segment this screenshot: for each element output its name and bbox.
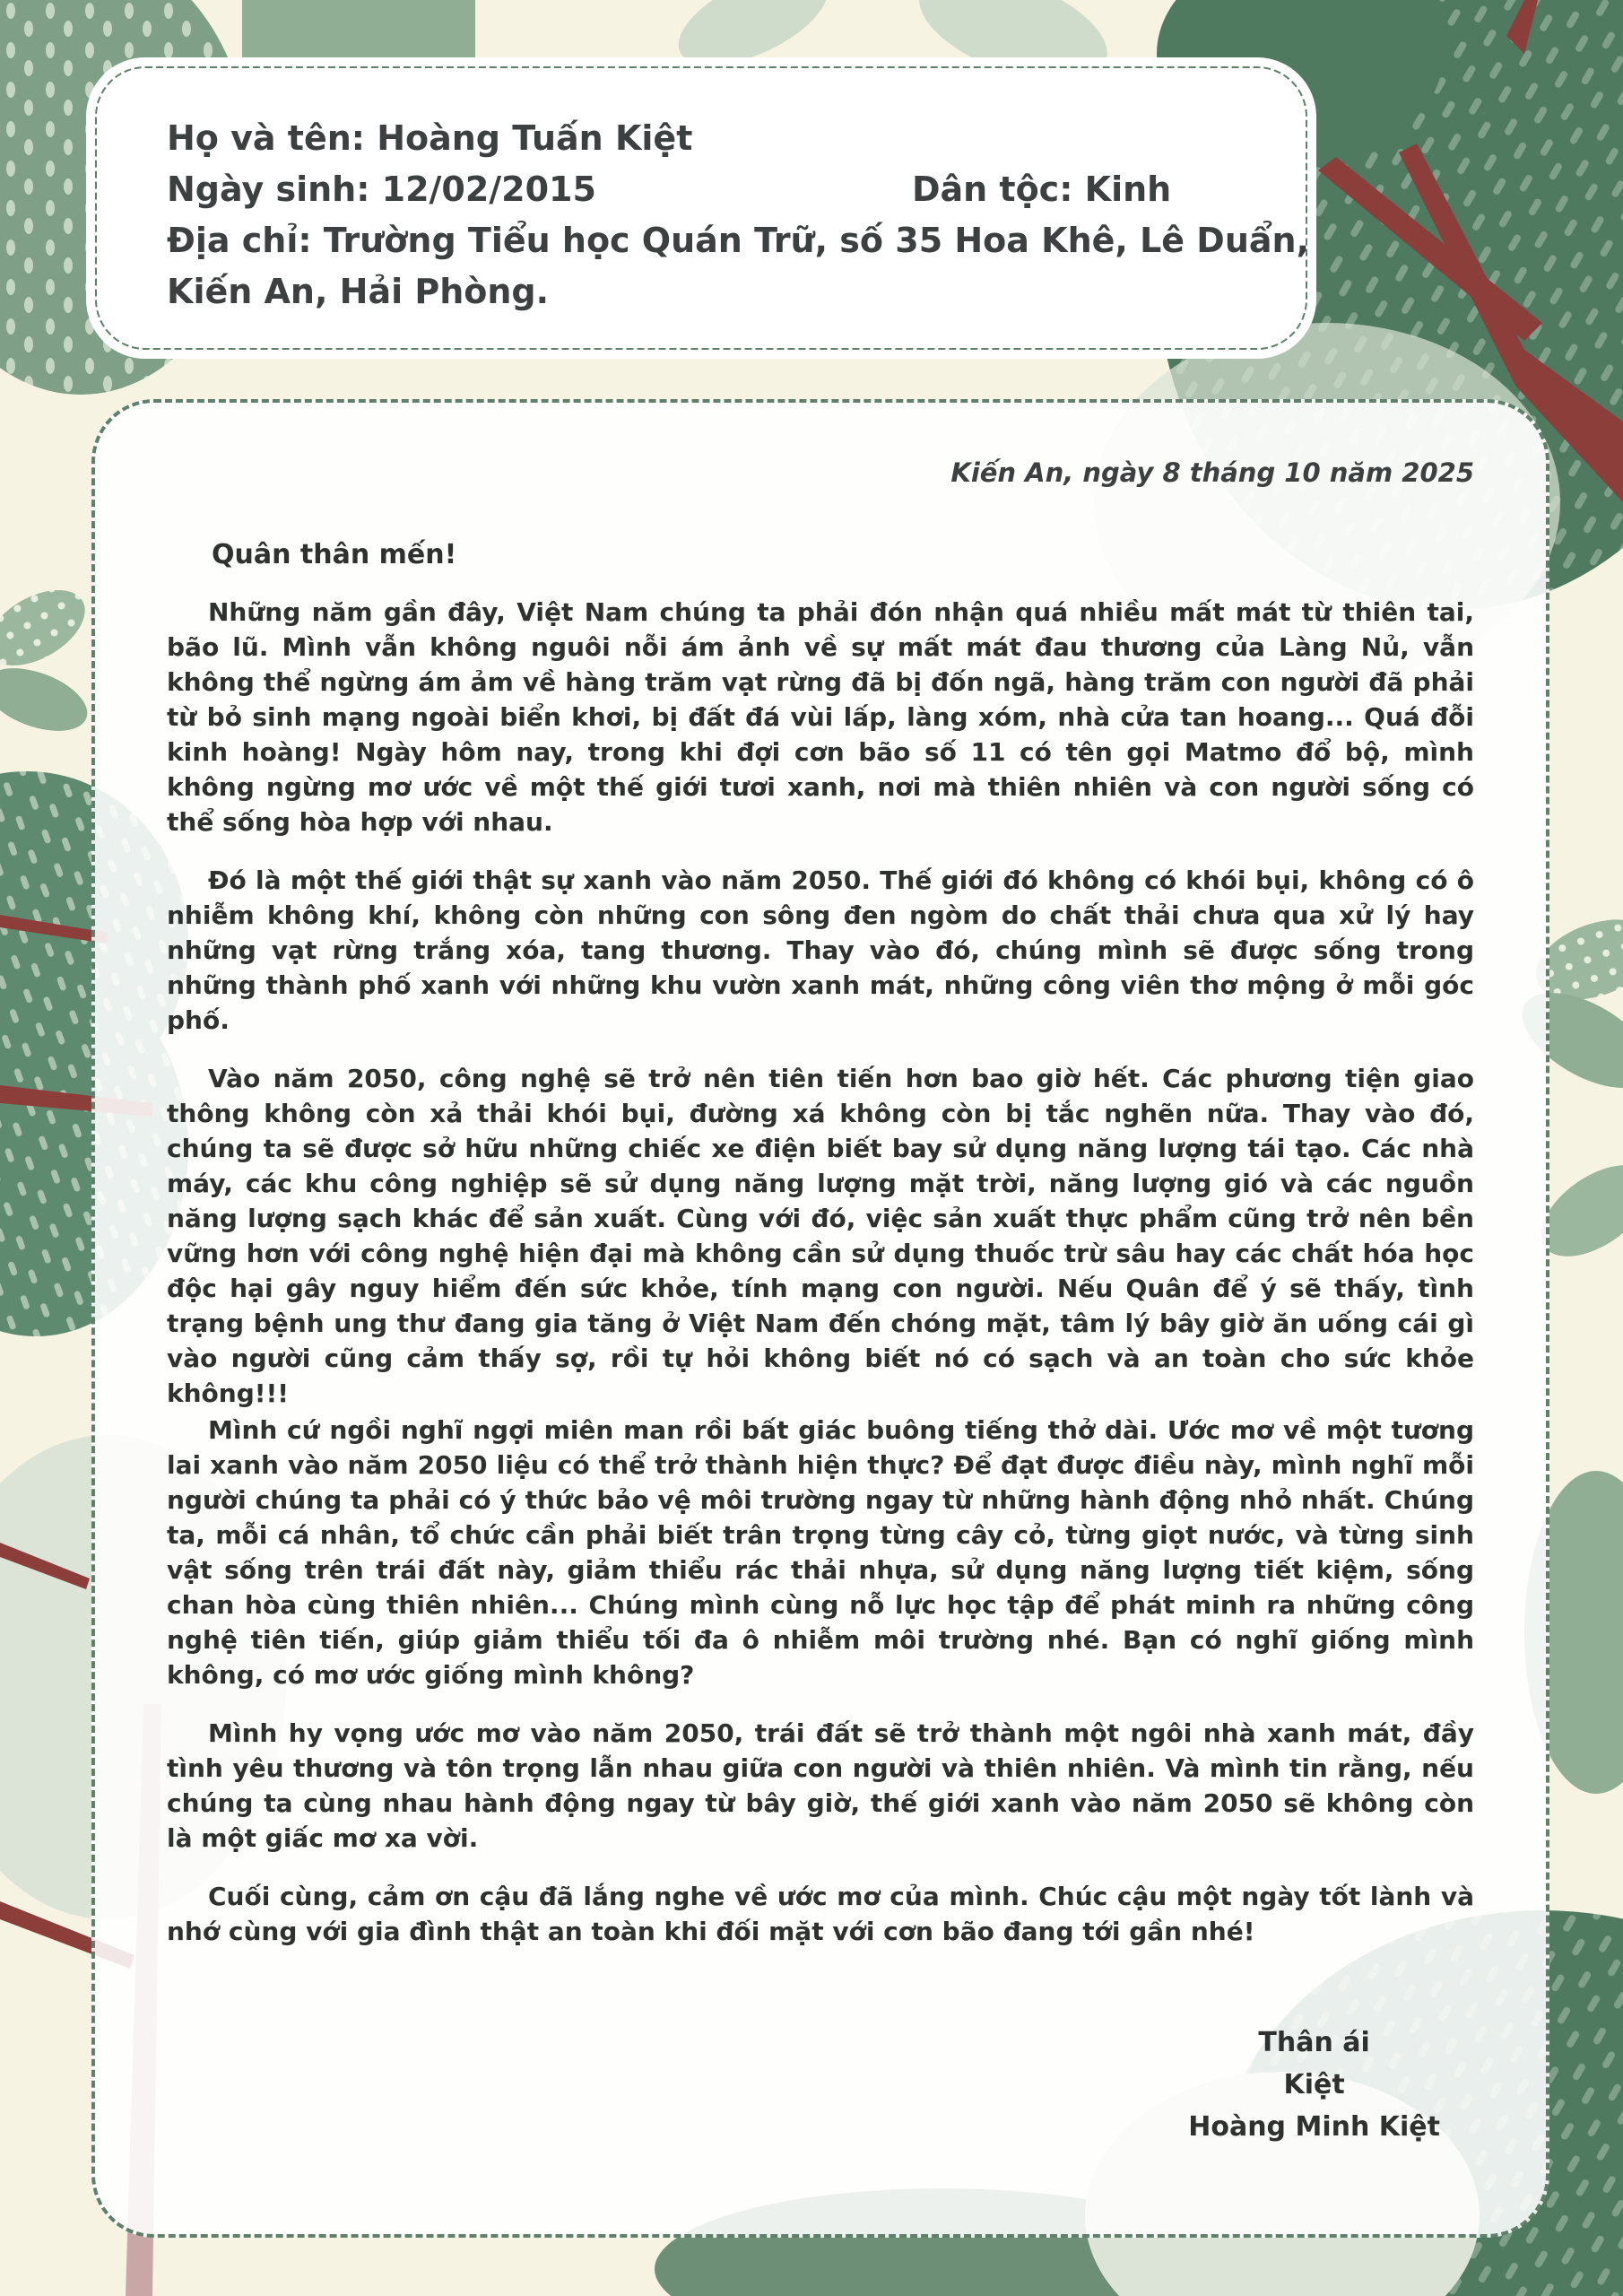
dob-ethnicity-row [167,164,1241,215]
signature-short: Kiệt [1283,2069,1345,2100]
letter-paragraph-6: Cuối cùng, cảm ơn cậu đã lắng nghe về ước mơ của mình. Chúc cậu một ngày tốt lành và nhớ cùng với gia đình thật an toàn khi đối mặt với cơn bão đang tới gần nhé! [167,1882,1474,1946]
letter-card [91,399,1549,2238]
student-dob: Ngày sinh: 12/02/2015 [167,170,596,209]
student-address-line2: Kiến An, Hải Phòng. [167,272,550,311]
letter-paragraph-3: Vào năm 2050, công nghệ sẽ trở nên tiên tiến hơn bao giờ hết. Các phương tiện giao thông không còn xả thải khói bụi, đường xá không còn bị tắc nghẽn nữa. Thay vào đó, chúng ta sẽ được sở hữu những chiếc xe điện biết bay sử dụng năng lượng tái tạo. Các nhà máy, các khu công nghiệp sẽ sử dụng năng lượng mặt trời, năng lượng gió và các nguồn năng lượng sạch khác để sản xuất. Cùng với đó, việc sản xuất thực phẩm cũng trở nên bền vững hơn với công nghệ hiện đại mà không cần sử dụng thuốc trừ sâu hay các chất hóa học độc hại gây nguy hiểm đến sức khỏe, tính mạng con người. Nếu Quân để ý sẽ thấy, tình trạng bệnh ung thư đang gia tăng ở Việt Nam đến chóng mặt, tâm lý bây giờ ăn uống cái gì vào người cũng cảm thấy sợ, rồi tự hỏi không biết nó có sạch và an toàn cho sức khỏe không!!! [167,1064,1474,1408]
student-ethnicity: Dân tộc: Kinh [911,170,1172,209]
closing-text: Thân ái [1258,2027,1370,2058]
letter-paragraph-5: Mình hy vọng ước mơ vào năm 2050, trái đất sẽ trở thành một ngôi nhà xanh mát, đầy tình yêu thương và tôn trọng lẫn nhau giữa con người và thiên nhiên. Và mình tin rằng, nếu chúng ta cùng nhau hành động ngay từ bây giờ, thế giới xanh vào năm 2050 sẽ không còn là một giấc mơ xa vời. [167,1718,1474,1853]
student-info-card [93,65,1309,352]
letter-greeting: Quân thân mến! [212,539,457,570]
letter-paragraph-4: Mình cứ ngồi nghĩ ngợi miên man rồi bất giác buông tiếng thở dài. Ước mơ về một tương lai xanh vào năm 2050 liệu có thể trở thành hiện thực? Để đạt được điều này, mình nghĩ mỗi người chúng ta phải có ý thức bảo vệ môi trường ngay từ những hành động nhỏ nhất. Chúng ta, mỗi cá nhân, tổ chức cần phải biết trân trọng từng cây cỏ, từng giọt nước, và từng sinh vật sống trên trái đất này, giảm thiểu rác thải nhựa, sử dụng năng lượng tiết kiệm, sống chan hòa cùng thiên nhiên... Chúng mình cùng nỗ lực học tập để phát minh ra những công nghệ tiên tiến, giúp giảm thiểu tối đa ô nhiễm môi trường nhé. Bạn có nghĩ giống mình không, có mơ ước giống mình không? [167,1415,1474,1690]
letter-date: Kiến An, ngày 8 tháng 10 năm 2025 [950,457,1474,488]
letter-paragraph-1: Những năm gần đây, Việt Nam chúng ta phải đón nhận quá nhiều mất mát từ thiên tai, bão lũ. Mình vẫn không nguôi nỗi ám ảnh về sự mất mát đau thương của Làng Nủ, vẫn không thể ngừng ám ảm về hàng trăm vạt rừng đã bị đốn ngã, hàng trăm con người đã phải từ bỏ sinh mạng ngoài biển khơi, bị đất đá vùi lấp, làng xóm, nhà cửa tan hoang... Quá đỗi kinh hoàng! Ngày hôm nay, trong khi đợi cơn bão số 11 có tên gọi Matmo đổ bộ, mình không ngừng mơ ước về một thế giới tươi xanh, nơi mà thiên nhiên và con người sống có thể sống hòa hợp với nhau. [167,597,1474,837]
letter-paragraph-2: Đó là một thế giới thật sự xanh vào năm 2050. Thế giới đó không có khói bụi, không có ô nhiễm không khí, không còn những con sông đen ngòm do chất thải chưa qua xử lý hay những vạt rừng trắng xóa, tang thương. Thay vào đó, chúng mình sẽ được sống trong những thành phố xanh với những khu vườn xanh mát, những công viên thơ mộng ở mỗi góc phố. [167,865,1474,1035]
letter-signature [1188,2022,1440,2148]
student-name: Họ và tên: Hoàng Tuấn Kiệt [167,118,693,158]
signature-full: Hoàng Minh Kiệt [1188,2111,1440,2143]
student-address-line1: Địa chỉ: Trường Tiểu học Quán Trữ, số 35 Hoa Khê, Lê Duẩn, [167,221,1310,260]
